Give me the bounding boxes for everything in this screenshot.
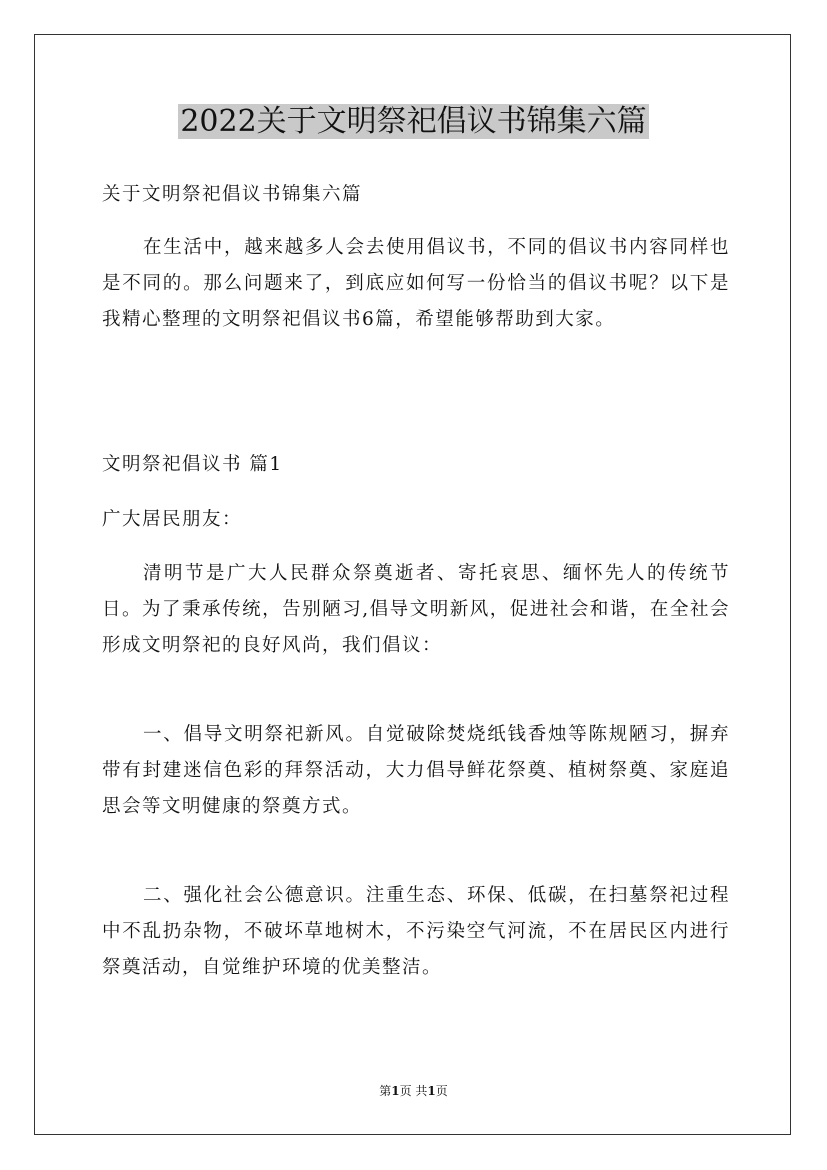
intro-paragraph: 在生活中，越来越多人会去使用倡议书，不同的倡议书内容同样也是不同的。那么问题来了，到底应如何写一份恰当的倡议书呢？以下是我精心整理的文明祭祀倡议书6篇，希望能够帮助到大家。 xyxy=(102,237,730,330)
footer-total-pages: 1 xyxy=(427,1084,436,1098)
footer-mid: 页 共 xyxy=(399,1084,428,1098)
footer-current-page: 1 xyxy=(391,1084,400,1098)
document-title xyxy=(0,100,827,144)
page-footer xyxy=(0,1082,827,1100)
paragraph-2: 一、倡导文明祭祀新风。自觉破除焚烧纸钱香烛等陈规陋习，摒弃带有封建迷信色彩的拜祭活动，大力倡导鲜花祭奠、植树祭奠、家庭追思会等文明健康的祭奠方式。 xyxy=(102,724,730,817)
document-subtitle: 关于文明祭祀倡议书锦集六篇 xyxy=(102,184,363,205)
salutation: 广大居民朋友： xyxy=(102,509,243,530)
section-heading: 文明祭祀倡议书 篇1 xyxy=(102,454,283,475)
paragraph-1: 清明节是广大人民群众祭奠逝者、寄托哀思、缅怀先人的传统节日。为了秉承传统，告别陋习,倡导文明新风，促进社会和谐，在全社会形成文明祭祀的良好风尚，我们倡议： xyxy=(102,563,730,656)
document-title-text: 2022关于文明祭祀倡议书锦集六篇 xyxy=(180,104,647,139)
footer-suffix: 页 xyxy=(435,1084,448,1098)
footer-prefix: 第 xyxy=(379,1084,392,1098)
paragraph-3: 二、强化社会公德意识。注重生态、环保、低碳，在扫墓祭祀过程中不乱扔杂物，不破坏草地树木，不污染空气河流，不在居民区内进行祭奠活动，自觉维护环境的优美整洁。 xyxy=(102,885,730,978)
